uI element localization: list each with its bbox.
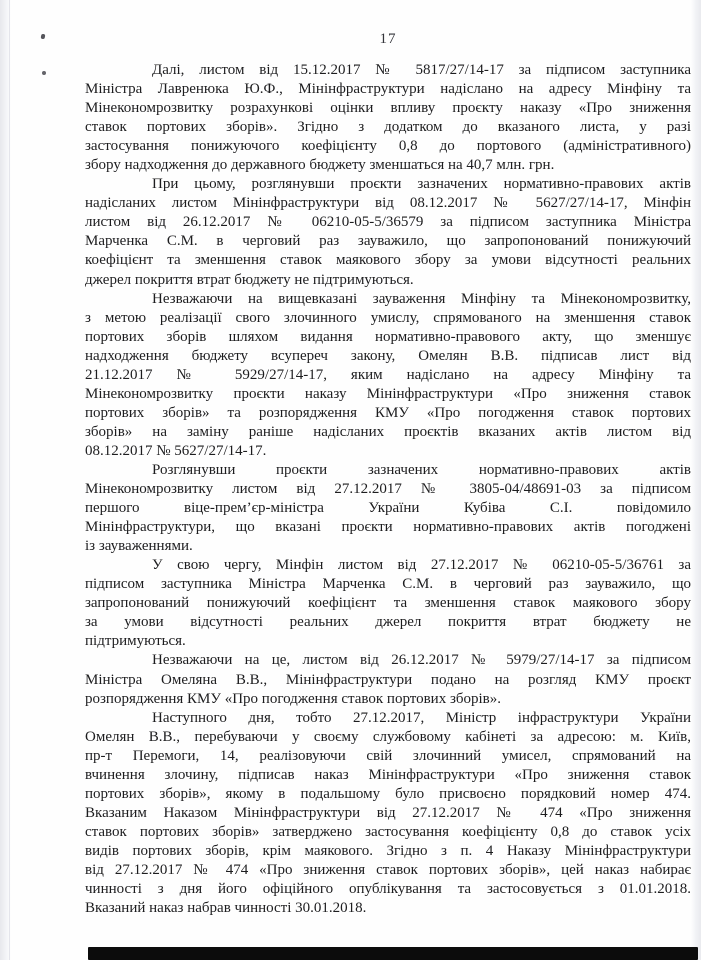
paragraph	[85, 651, 691, 708]
scan-speck	[41, 34, 46, 40]
text-line: Далі, листом від 15.12.2017 № 5817/27/14-17 за підписом заступника	[152, 62, 691, 78]
text-line: ставок портових зборів» затверджено застосування коефіцієнту 0,8 до ставок усіх	[85, 823, 691, 840]
text-line: портових зборів», якому в подальшому було присвоєно порядковий номер 474.	[85, 785, 691, 802]
text-line: Омелян В.В., перебуваючи у своєму службовому кабінеті за адресою: м. Київ,	[85, 728, 691, 745]
text-line: 08.12.2017 № 5627/27/14-17.	[85, 442, 267, 459]
text-line: джерел покриття втрат бюджету не підтримуються.	[85, 271, 414, 288]
text-line: Мінекономрозвитку листом від 27.12.2017 № 3805-04/48691-03 за підписом	[85, 481, 691, 498]
text-line: з метою реалізації свого злочинного умислу, спрямованого на зменшення ставок	[85, 309, 691, 326]
paragraph	[85, 556, 691, 651]
text-line: ставок портових зборів». Згідно з додатком до вказаного листа, у разі	[85, 119, 691, 136]
page-edge-shadow-right	[691, 0, 701, 960]
document-body	[85, 61, 691, 918]
text-line: Мінінфраструктури, що вказані проєкти нормативно-правових актів погоджені	[85, 519, 691, 536]
text-line: надходження бюджету всупереч закону, Омелян В.В. підписав лист від	[85, 347, 691, 364]
text-line: У свою чергу, Мінфін листом від 27.12.2017 № 06210-05-5/36761 за	[152, 557, 691, 574]
text-line: вчинення злочину, підписав наказ Мінінфраструктури «Про зниження ставок	[85, 766, 691, 783]
text-line: підписом заступника Міністра Марченка С.М. в черговий раз зауважило, що	[85, 576, 691, 593]
text-line: підтримуються.	[85, 633, 186, 650]
text-line: збору надходження до державного бюджету зменшаться на 40,7 млн. грн.	[85, 157, 555, 174]
paragraph	[85, 290, 691, 461]
text-line: Вказаний наказ набрав чинності 30.01.2018.	[85, 900, 367, 917]
text-line: листом від 26.12.2017 № 06210-05-5/36579 за підписом заступника Міністра	[85, 214, 691, 231]
paragraph	[85, 175, 691, 289]
text-line: видів портових зборів, крім маякового. Згідно з п. 4 Наказу Мінінфраструктури	[85, 842, 691, 859]
text-line: При цьому, розглянувши проєкти зазначених нормативно-правових актів	[152, 176, 691, 193]
text-line: 21.12.2017 № 5929/27/14-17, яким надіслано на адресу Мінфіну та	[85, 366, 691, 383]
text-line: Мінекономрозвитку проєкти наказу Мінінфраструктури «Про зниження ставок	[85, 385, 691, 402]
text-line: зборів» на заміну раніше надісланих проєктів вказаних актів листом від	[85, 423, 691, 440]
text-line: Марченка С.М. в черговий раз зауважило, що запропонований понижуючий	[85, 233, 691, 250]
text-line: портових зборів шляхом видання нормативно-правового акту, що зменшує	[85, 328, 691, 345]
text-line: Мінекономрозвитку розрахункові оцінки впливу проєкту наказу «Про зниження	[85, 100, 691, 117]
text-line: Незважаючи на вищевказані зауваження Мінфіну та Мінекономрозвитку,	[152, 290, 691, 307]
text-line: із зауваженнями.	[85, 538, 193, 555]
paragraph	[85, 709, 691, 919]
text-line: Наступного дня, тобто 27.12.2017, Міністр інфраструктури України	[152, 709, 691, 726]
page-edge-line	[9, 0, 10, 960]
text-line: за умови відсутності реальних джерел покриття втрат бюджету не	[85, 614, 691, 631]
text-line: Незважаючи на це, листом від 26.12.2017 № 5979/27/14-17 за підписом	[152, 652, 691, 669]
text-line: Вказаним Наказом Мінінфраструктури від 27.12.2017 № 474 «Про зниження	[85, 804, 691, 821]
text-line: коефіцієнт та зменшення ставок маякового збору за умови відсутності реальних	[85, 252, 691, 269]
text-line: Міністра Лавренюка Ю.Ф., Мінінфраструктури надіслано на адресу Мінфіну та	[85, 81, 691, 98]
text-line: застосування понижуючого коефіцієнту 0,8 до портового (адміністративного)	[85, 138, 691, 155]
redaction-bar	[88, 947, 698, 960]
text-line: Розглянувши проєкти зазначених нормативно-правових актів	[152, 461, 691, 478]
scan-speck	[42, 71, 46, 75]
page-number: 17	[379, 31, 397, 47]
text-line: пр-т Перемоги, 14, реалізовуючи свій злочинний умисел, спрямований на	[85, 747, 691, 764]
paragraph	[85, 461, 691, 556]
text-line: першого віце-прем’єр-міністра України Кубіва С.І. повідомило	[85, 500, 691, 517]
paragraph	[85, 61, 691, 175]
text-line: розпорядження КМУ «Про погодження ставок портових зборів».	[85, 690, 502, 707]
text-line: запропонований понижуючий коефіцієнт та зменшення ставок маякового збору	[85, 595, 691, 612]
text-line: Міністра Омеляна В.В., Мінінфраструктури подано на розгляд КМУ проєкт	[85, 671, 691, 688]
text-line: надісланих листом Мінінфраструктури від 08.12.2017 № 5627/27/14-17, Мінфін	[85, 195, 691, 212]
text-line: чинності з дня його офіційного опублікування та застосовується з 01.01.2018.	[85, 881, 691, 898]
text-line: від 27.12.2017 № 474 «Про зниження ставок портових зборів», цей наказ набирає	[85, 861, 691, 878]
text-line: портових зборів» та розпорядження КМУ «Про погодження ставок портових	[85, 404, 691, 421]
